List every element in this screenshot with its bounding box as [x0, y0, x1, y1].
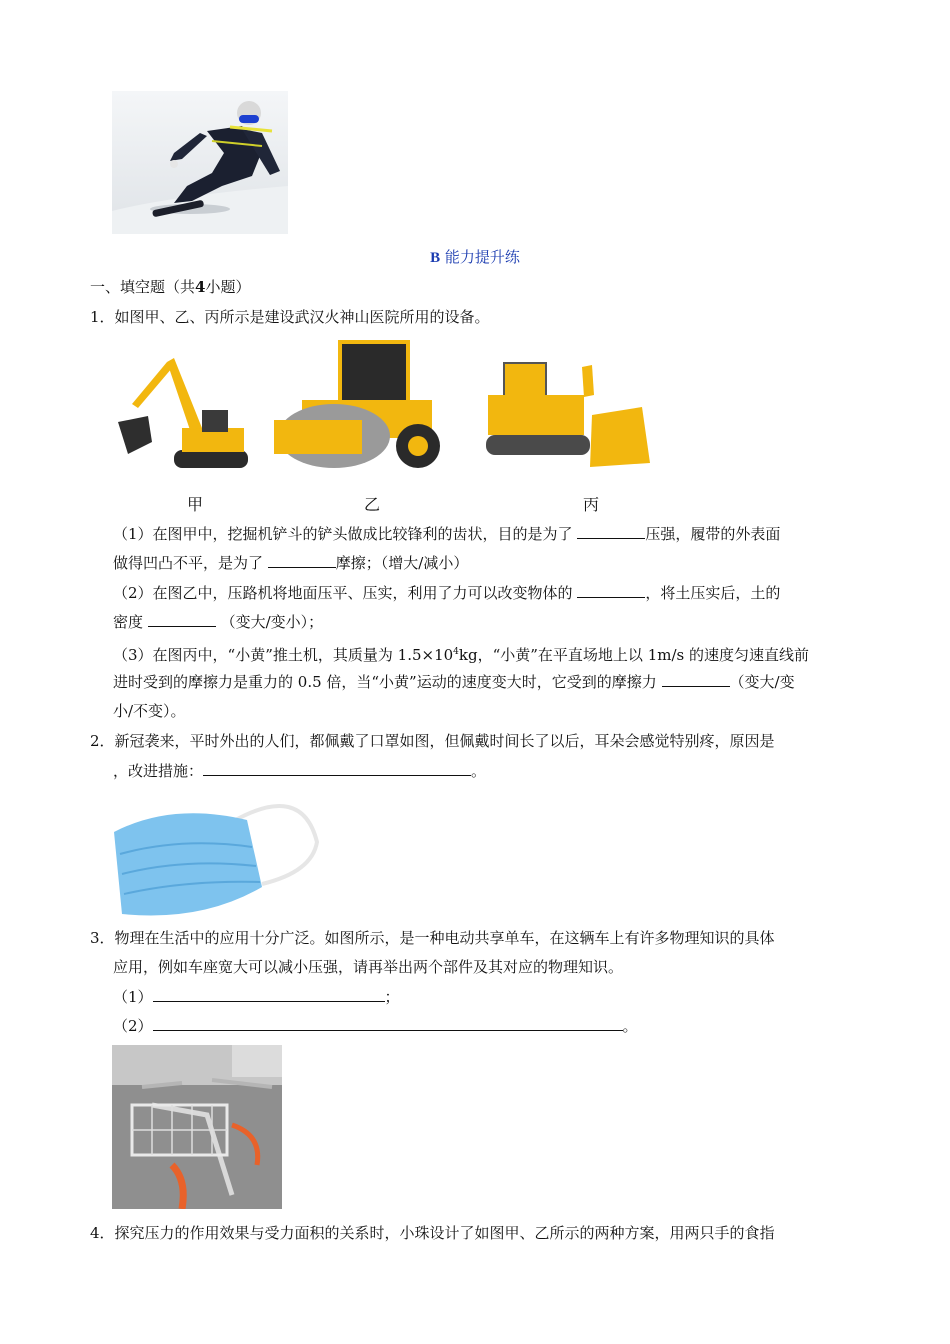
q3-line1: 3．物理在生活中的应用十分广泛。如图所示，是一种电动共享单车，在这辆车上有许多物理知识的具体	[90, 929, 775, 947]
bulldozer-image	[482, 355, 654, 480]
mask-image	[112, 792, 320, 917]
q1-blank-1[interactable]	[577, 524, 645, 539]
excavator-image	[112, 342, 252, 478]
section-title: B 能力提升练	[430, 248, 520, 266]
q1-sub2-line2: 密度 （变大/变小）；	[113, 613, 324, 631]
q1-sub3-line2: 进时受到的摩擦力是重力的 0.5 倍，当“小黄”运动的速度变大时，它受到的摩擦力 （变大/变	[113, 673, 795, 691]
snowboarder-image	[112, 91, 288, 234]
q3-blank-2[interactable]	[153, 1016, 623, 1031]
q3-blank-1[interactable]	[153, 987, 385, 1002]
q2-line2: ，改进措施： 。	[113, 762, 487, 780]
label-yi: 乙	[364, 495, 381, 514]
q2-line1: 2．新冠袭来，平时外出的人们，都佩戴了口罩如图，但佩戴时间长了以后，耳朵会感觉特别疼，原因是	[90, 732, 775, 750]
part-heading: 一、填空题（共4小题）	[90, 278, 251, 296]
q3-line2: 应用，例如车座宽大可以减小压强，请再举出两个部件及其对应的物理知识。	[113, 958, 624, 976]
q1-sub3-line1: （3）在图丙中，“小黄”推土机，其质量为 $1.5\times 10^4kg$，“小黄”在平直场地上以 1m/s 的速度匀速直线前	[113, 646, 809, 664]
shared-bike-image	[112, 1045, 282, 1209]
label-bing: 丙	[583, 495, 600, 514]
q1-blank-2[interactable]	[268, 553, 336, 568]
q1-blank-4[interactable]	[148, 612, 216, 627]
q2-blank[interactable]	[203, 761, 471, 776]
q1-sub1-line1: （1）在图甲中，挖掘机铲斗的铲头做成比较锋利的齿状，目的是为了 压强，履带的外表面	[113, 525, 781, 543]
road-roller-image	[272, 338, 448, 478]
q3-item1: （1） ；	[113, 988, 400, 1006]
q1-blank-5[interactable]	[662, 672, 730, 687]
label-jia: 甲	[187, 495, 204, 514]
q1-stem: 1．如图甲、乙、丙所示是建设武汉火神山医院所用的设备。	[90, 308, 490, 326]
q1-blank-3[interactable]	[577, 583, 645, 598]
q1-sub1-line2: 做得凹凸不平，是为了 摩擦；（增大/减小）	[113, 554, 469, 572]
q4-line1: 4．探究压力的作用效果与受力面积的关系时，小珠设计了如图甲、乙所示的两种方案，用两只手的食指	[90, 1224, 775, 1242]
q1-sub3-line3: 小/不变）。	[113, 702, 186, 720]
q1-sub2-line1: （2）在图乙中，压路机将地面压平、压实，利用了力可以改变物体的 ，将土压实后，土的	[113, 584, 781, 602]
q3-item2: （2） 。	[113, 1017, 638, 1035]
